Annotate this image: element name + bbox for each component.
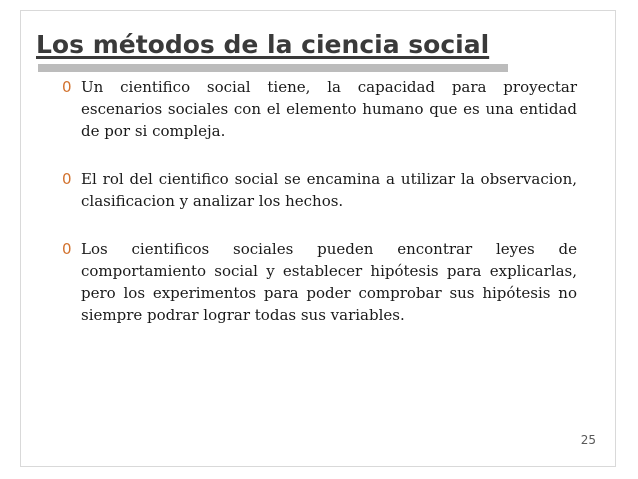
- bullet-marker-icon: 0: [62, 78, 72, 96]
- bullet-text-1: Un cientifico social tiene, la capacidad para proyectar escenarios sociales con el elemento humano que es una entidad de por si compleja.: [81, 78, 577, 140]
- bullet-item-1: [62, 76, 577, 142]
- title-underline-bar: [38, 64, 508, 72]
- bullet-list: [62, 76, 577, 352]
- bullet-item-2: [62, 168, 577, 212]
- bullet-text-2: El rol del cientifico social se encamina a utilizar la observacion, clasificacion y analizar los hechos.: [81, 170, 577, 210]
- page-number: 25: [580, 433, 596, 447]
- bullet-item-3: [62, 238, 577, 326]
- bullet-marker-icon: 0: [62, 240, 72, 258]
- bullet-marker-icon: 0: [62, 170, 72, 188]
- slide-title: Los métodos de la ciencia social: [36, 30, 490, 59]
- bullet-text-3: Los cientificos sociales pueden encontrar leyes de comportamiento social y establecer hipótesis para explicarlas, pero los experimentos para poder comprobar sus hipótesis no siempre podrar lograr todas sus variables.: [81, 240, 577, 324]
